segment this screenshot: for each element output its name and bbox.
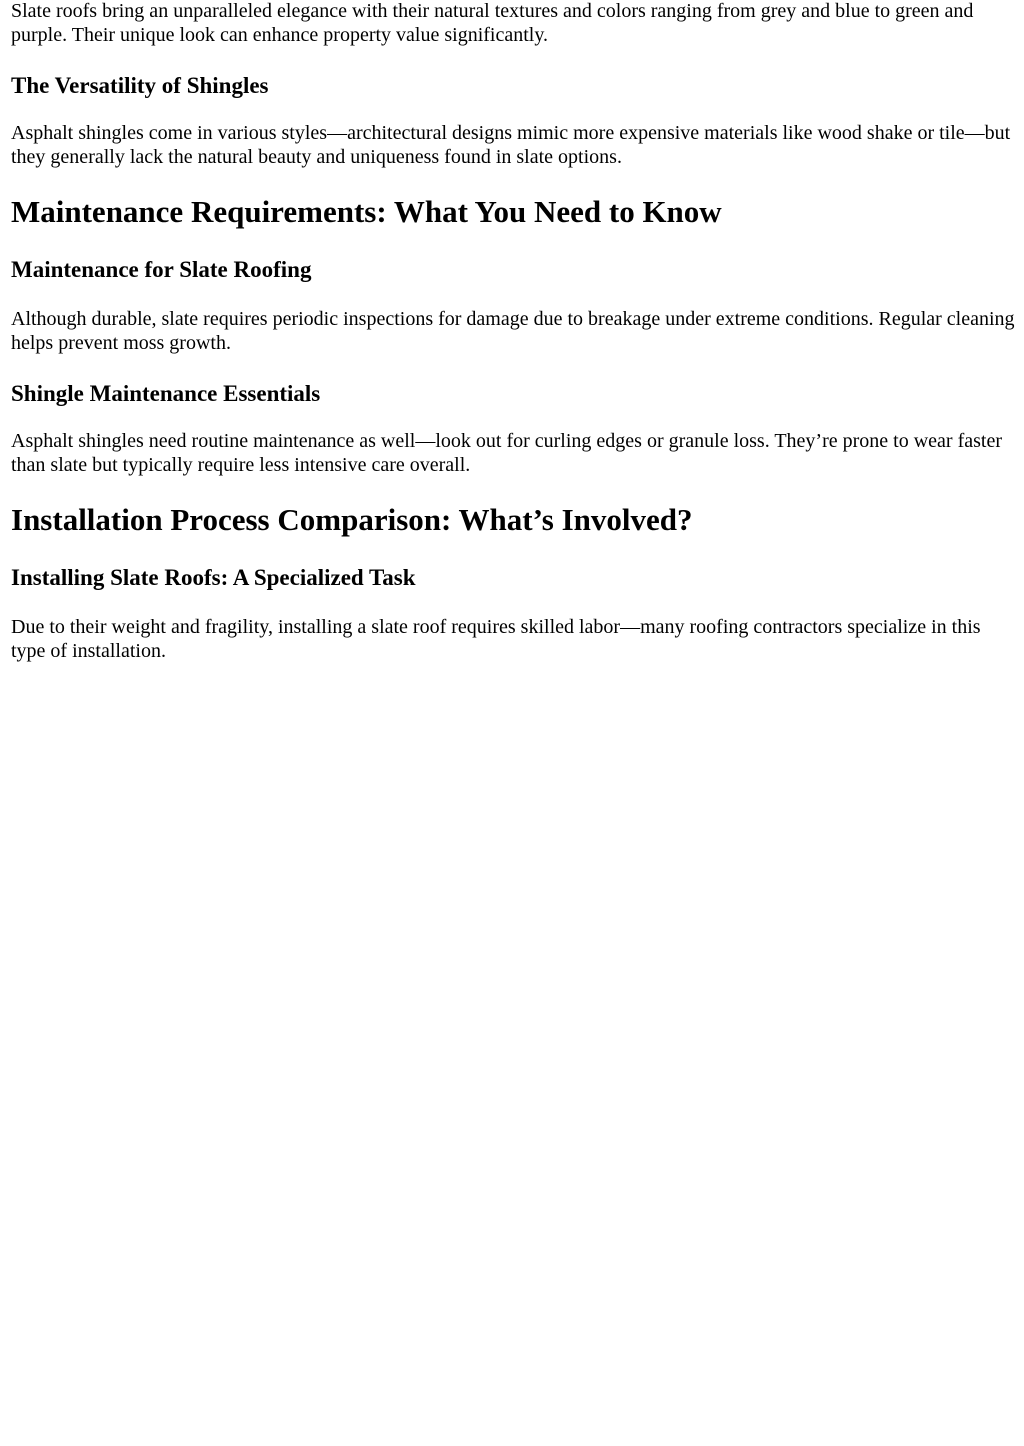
slate-maintenance-paragraph: Although durable, slate requires periodic inspections for damage due to breakage under extreme conditions. Regular cleaning helps prevent moss growth.: [11, 308, 1015, 354]
shingle-maintenance-heading: Shingle Maintenance Essentials: [11, 381, 321, 406]
shingles-versatility-paragraph: Asphalt shingles come in various styles—architectural designs mimic more expensive materials like wood shake or tile—but they generally lack the natural beauty and uniqueness found in slate options.: [11, 122, 1011, 168]
installation-section-heading: Installation Process Comparison: What’s Involved?: [11, 502, 693, 537]
intro-paragraph: Slate roofs bring an unparalleled elegance with their natural textures and colors ranging from grey and blue to green and purple. Their unique look can enhance property value significantly.: [11, 0, 974, 46]
shingles-versatility-heading: The Versatility of Shingles: [11, 73, 269, 98]
slate-installation-heading: Installing Slate Roofs: A Specialized Task: [11, 565, 416, 590]
shingle-maintenance-paragraph: Asphalt shingles need routine maintenance as well—look out for curling edges or granule loss. They’re prone to wear faster than slate but typically require less intensive care overall.: [11, 430, 1002, 476]
maintenance-section-heading: Maintenance Requirements: What You Need to Know: [11, 194, 722, 229]
slate-maintenance-heading: Maintenance for Slate Roofing: [11, 257, 312, 282]
slate-installation-paragraph: Due to their weight and fragility, installing a slate roof requires skilled labor—many roofing contractors specialize in this type of installation.: [11, 616, 981, 662]
